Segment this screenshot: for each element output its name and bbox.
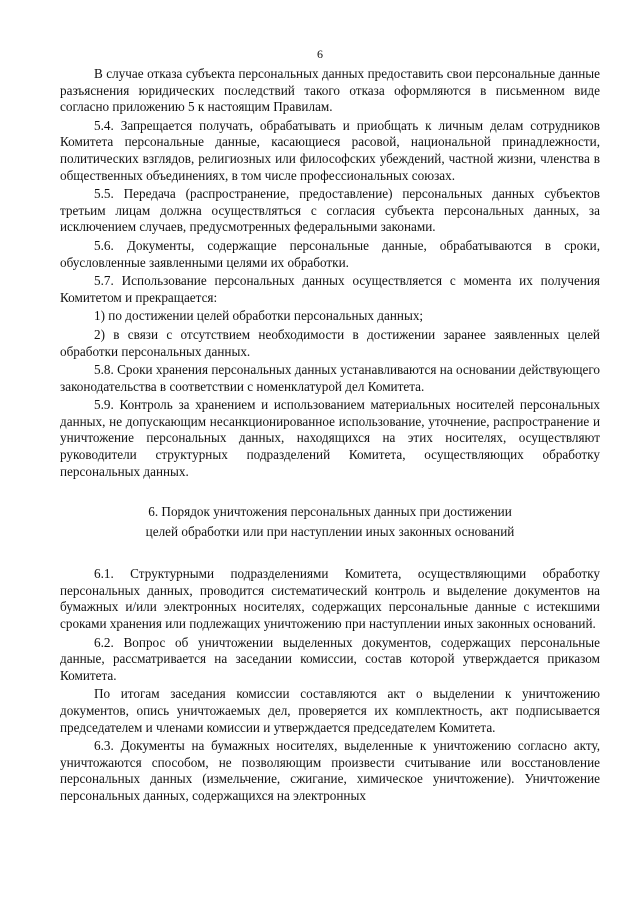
- paragraph-5-5: 5.5. Передача (распространение, предоставление) персональных данных субъектов третьим лицам должна осуществляться с согласия субъекта персональных данных, за исключением случаев, предусмотренных федеральными законами.: [60, 186, 600, 235]
- paragraph-commission-results: По итогам заседания комиссии составляются акт о выделении к уничтожению документов, опись уничтожаемых дел, проверяется их комплектность, акт подписывается председателем и членами комиссии и утверждается председателем Комитета.: [60, 686, 600, 735]
- list-item-1: 1) по достижении целей обработки персональных данных;: [94, 308, 424, 324]
- section-heading-line-2: целей обработки или при наступлении иных законных оснований: [145, 524, 515, 540]
- paragraph-6-2: 6.2. Вопрос об уничтожении выделенных документов, содержащих персональные данные, рассматривается на заседании комиссии, состав которой утверждается приказом Комитета.: [60, 634, 600, 683]
- paragraph-5-6: 5.6. Документы, содержащие персональные данные, обрабатываются в сроки, обусловленные заявленными целями их обработки.: [60, 237, 600, 270]
- paragraph-6-1: 6.1. Структурными подразделениями Комитета, осуществляющими обработку персональных данных, проводится систематический контроль и выделение документов на бумажных и/или электронных носителях, содержащих персональные данные с истекшими сроками хранения или подлежащих уничтожению при наступлении иных законных оснований.: [60, 566, 600, 632]
- paragraph-5-7: 5.7. Использование персональных данных осуществляется с момента их получения Комитетом и прекращается:: [60, 273, 600, 305]
- paragraph-refusal: В случае отказа субъекта персональных данных предоставить свои персональные данные разъяснения юридических последствий такого отказа оформляются в письменном виде согласно приложению 5 к настоящим Правилам.: [60, 66, 600, 115]
- page-number: 6: [317, 47, 323, 61]
- list-item-2: 2) в связи с отсутствием необходимости в достижении заранее заявленных целей обработки персональных данных.: [60, 326, 600, 359]
- section-heading: [60, 502, 600, 542]
- paragraph-5-8: 5.8. Сроки хранения персональных данных устанавливаются на основании действующего законодательства в соответствии с номенклатурой дел Комитета.: [60, 362, 600, 394]
- paragraph-6-3: 6.3. Документы на бумажных носителях, выделенные к уничтожению согласно акту, уничтожаются способом, не позволяющим произвести считывание или восстановление персональных данных (измельчение, сжигание, химическое уничтожение). Уничтожение персональных данных, содержащихся на электронных: [60, 738, 600, 803]
- section-heading-line-1: 6. Порядок уничтожения персональных данных при достижении: [148, 504, 512, 520]
- paragraph-5-4: 5.4. Запрещается получать, обрабатывать и приобщать к личным делам сотрудников Комитета персональные данные, касающиеся расовой, национальной принадлежности, политических взглядов, религиозных или философских убеждений, частной жизни, членства в общественных объединениях, в том числе профессиональных союзах.: [60, 117, 600, 183]
- document-body: [60, 66, 600, 807]
- paragraph-5-9: 5.9. Контроль за хранением и использованием материальных носителей персональных данных, не допускающим несанкционированное использование, уточнение, распространение и уничтожение персональных данных, находящихся на этих носителях, осуществляют руководители структурных подразделений Комитета, осуществляющих обработку персональных данных.: [60, 397, 600, 479]
